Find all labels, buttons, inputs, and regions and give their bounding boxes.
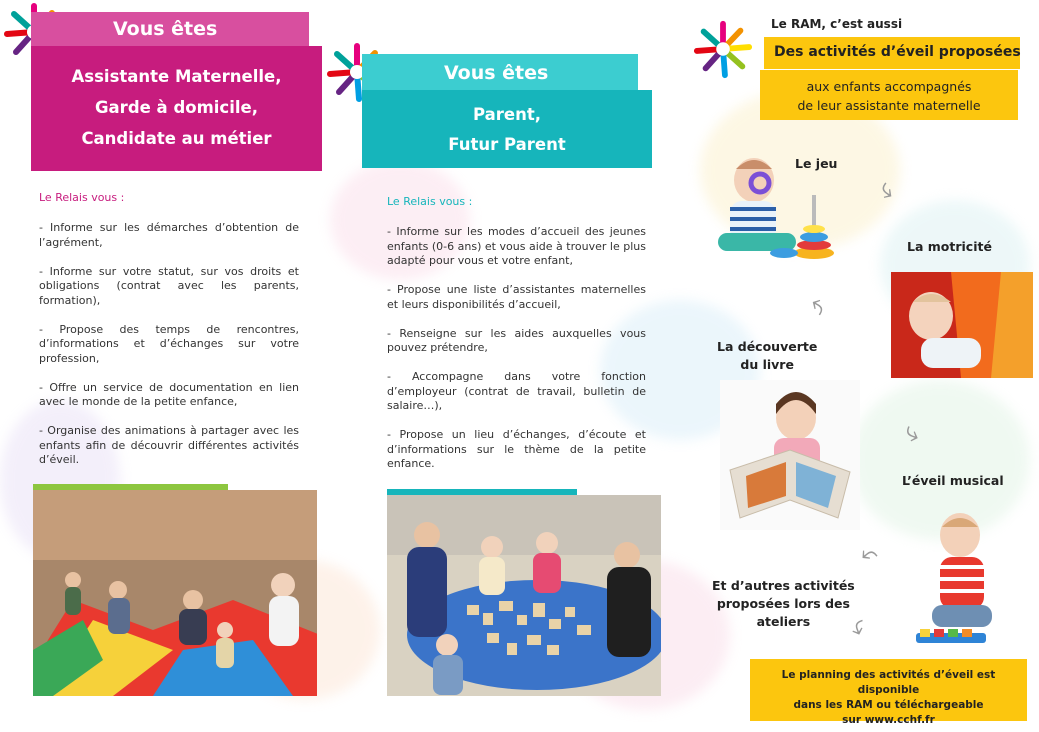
tab-title: Vous êtes (113, 18, 218, 40)
baby-toy-photo (712, 145, 837, 263)
bullet-item: - Organise des animations à partager avec les enfants afin de découvrir différentes activités d’éveil. (39, 424, 299, 466)
flower-logo-icon (692, 18, 754, 80)
label-line: Et d’autres activités (712, 578, 855, 593)
bullet-item: - Informe sur les démarches d’obtention de l’agrément, (39, 221, 299, 249)
bullet-item: - Renseigne sur les aides auxquelles vous pouvez prétendre, (387, 326, 646, 354)
assistante-bullet-list (39, 221, 299, 482)
curved-arrow-icon: ⤷ (854, 539, 885, 573)
planning-line: Le planning des activités d’éveil est disponible (781, 669, 996, 696)
subheading-line: de leur assistante maternelle (797, 98, 981, 113)
heading-line: Parent, (472, 105, 541, 124)
building-blocks-photo (387, 495, 661, 696)
baby-book-photo (720, 380, 860, 530)
label-line: ateliers (756, 614, 811, 629)
bullet-item: - Propose un lieu d’échanges, d’écoute et d’informations sur le thème de la petite enfance. (387, 428, 646, 470)
bullet-item: - Propose des temps de rencontres, d’informations et d’échanges sur votre profession, (39, 322, 299, 365)
assistante-heading-block (31, 46, 322, 171)
planning-info-box (750, 659, 1027, 726)
tab-title: Vous êtes (444, 62, 549, 84)
activity-label-autres (712, 577, 855, 631)
planning-line: sur www.cchf.fr (842, 714, 935, 726)
label-line: du livre (740, 357, 794, 372)
heading-line: Garde à domicile, (95, 98, 258, 117)
vous-etes-tab-assistante (31, 12, 309, 46)
curved-arrow-icon: ⤷ (900, 416, 925, 450)
heading-line: Candidate au métier (81, 129, 272, 148)
bullet-item: - Offre un service de documentation en lien avec le monde de la petite enfance, (39, 380, 299, 408)
curved-arrow-icon: ⤷ (843, 615, 877, 640)
ram-intro: Le RAM, c’est aussi (771, 17, 903, 31)
label-line: La découverte (717, 339, 818, 354)
bullet-item: - Informe sur votre statut, sur vos droits et obligations (contrat avec les parents, formation), (39, 264, 299, 307)
parent-heading-block (362, 90, 652, 168)
curved-arrow-icon: ⤷ (803, 291, 831, 325)
heading-line: Assistante Maternelle, (71, 67, 282, 86)
activity-label-jeu: Le jeu (795, 156, 838, 171)
activities-heading: Des activités d’éveil proposées (774, 44, 1021, 60)
bullet-item: - Propose une liste d’assistantes maternelles et leurs disponibilités d’accueil, (387, 283, 646, 311)
baby-xylophone-photo (902, 505, 1020, 653)
relais-title: Le Relais vous : (387, 195, 473, 208)
activity-label-motricite: La motricité (907, 239, 992, 254)
subheading-line: aux enfants accompagnés (806, 79, 972, 94)
parachute-game-photo (33, 490, 317, 696)
activity-label-livre (717, 338, 817, 374)
label-line: proposées lors des (716, 596, 850, 611)
relais-title: Le Relais vous : (39, 191, 125, 204)
activities-subheading-box (760, 70, 1018, 120)
vous-etes-tab-parent (362, 54, 638, 90)
bullet-item: - Informe sur les modes d’accueil des jeunes enfants (0-6 ans) et vous aide à trouver le plus adapté pour vous et votre enfant, (387, 225, 646, 267)
parent-bullet-list (387, 225, 646, 486)
curved-arrow-icon: ⤷ (872, 173, 903, 207)
activities-heading-bar (764, 37, 1020, 69)
bullet-item: - Accompagne dans votre fonction d’employeur (contrat de travail, bulletin de salaire…), (387, 370, 646, 412)
planning-line: dans les RAM ou téléchargeable (793, 699, 984, 711)
baby-tunnel-photo (891, 272, 1033, 378)
heading-line: Futur Parent (448, 135, 566, 154)
activity-label-musical: L’éveil musical (902, 473, 1004, 488)
